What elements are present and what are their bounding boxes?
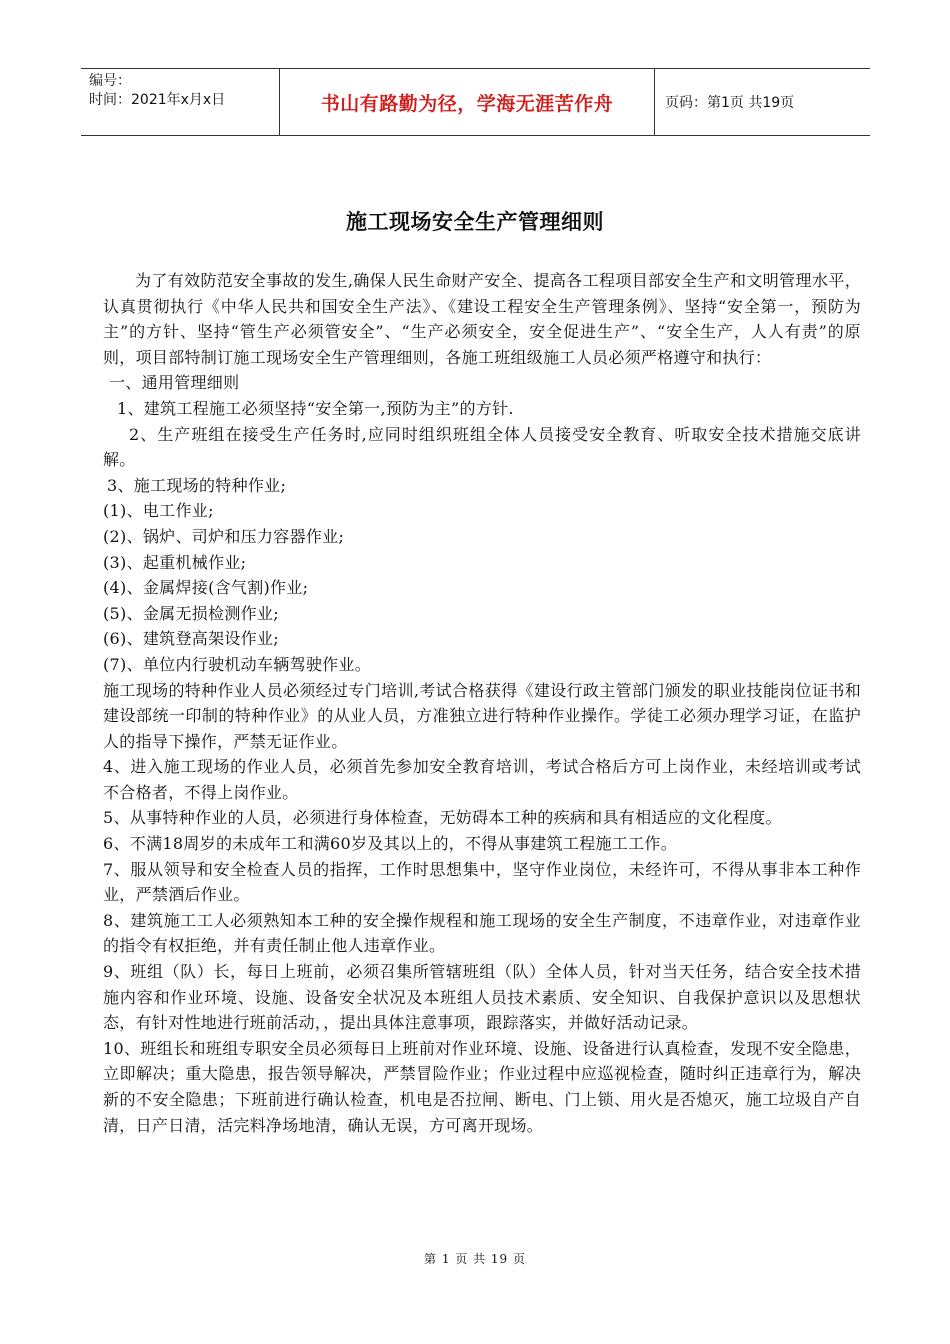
rule-item: 7、服从领导和安全检查人员的指挥，工作时思想集中，坚守作业岗位，未经许可，不得从事非本工种作业，严禁酒后作业。 bbox=[103, 859, 861, 905]
date-label: 时间：2021年x月x日 bbox=[89, 92, 226, 108]
list-item: (5)、金属无损检测作业; bbox=[103, 603, 279, 623]
rule-item: 4、进入施工现场的作业人员，必须首先参加安全教育培训，考试合格后方可上岗作业，未经培训或考试不合格者，不得上岗作业。 bbox=[103, 757, 861, 802]
list-item: (6)、建筑登高架设作业; bbox=[103, 629, 279, 649]
rule-item: 5、从事特种作业的人员，必须进行身体检查，无妨碍本工种的疾病和具有相适应的文化程度。 bbox=[103, 808, 782, 828]
header-motto: 书山有路勤为径，学海无涯苦作舟 bbox=[279, 69, 655, 135]
header-page-info: 页码：第1页 共19页 bbox=[665, 95, 795, 111]
section-heading: 一、通用管理细则 bbox=[109, 373, 240, 393]
rule-item: 10、班组长和班组专职安全员必须每日上班前对作业环境、设施、设备进行认真检查，发现不安全隐患，立即解决；重大隐患，报告领导解决，严禁冒险作业；作业过程中应巡视检查，随时纠正违章行为，解决新的不安全隐患；下班前进行确认检查，机电是否拉闸、断电、门上锁、用火是否熄灭，施工垃圾自产自清，日产日清，活完料净场地清，确认无误，方可离开现场。 bbox=[103, 1038, 861, 1135]
header-left-cell bbox=[81, 69, 279, 135]
list-item: (3)、起重机械作业; bbox=[103, 552, 247, 572]
rule-item: 1、建筑工程施工必须坚持“安全第一,预防为主”的方针. bbox=[117, 398, 514, 418]
rule-item: 2、生产班组在接受生产任务时,应同时组织班组全体人员接受安全教育、听取安全技术措施交底讲解。 bbox=[103, 424, 861, 470]
list-item: (4)、金属焊接(含气割)作业; bbox=[103, 578, 309, 598]
rule-paragraph: 施工现场的特种作业人员必须经过专门培训,考试合格获得《建设行政主管部门颁发的职业技能岗位证书和建设部统一印制的特种作业》的从业人员，方准独立进行特种作业操作。学徒工必须办理学习证，在监护人的指导下操作，严禁无证作业。 bbox=[103, 680, 861, 751]
page-footer: 第 1 页 共 19 页 bbox=[424, 1252, 526, 1266]
page-header bbox=[81, 68, 870, 136]
serial-number-label: 编号： bbox=[89, 73, 131, 89]
rule-item: 6、不满18周岁的未成年工和满60岁及其以上的，不得从事建筑工程施工工作。 bbox=[103, 834, 677, 854]
list-item: (2)、锅炉、司炉和压力容器作业; bbox=[103, 526, 345, 546]
rule-item: 8、建筑施工工人必须熟知本工种的安全操作规程和施工现场的安全生产制度，不违章作业，对违章作业的指令有权拒绝，并有责任制止他人违章作业。 bbox=[103, 910, 861, 956]
intro-paragraph: 为了有效防范安全事故的发生,确保人民生命财产安全、提高各工程项目部安全生产和文明管理水平，认真贯彻执行《中华人民共和国安全生产法》、《建设工程安全生产管理条例》、坚持“安全第一，预防为主”的方针、坚持“管生产必须管安全”、“生产必须安全，安全促进生产”、“安全生产，人人有责”的原则，项目部特制订施工现场安全生产管理细则，各施工班组级施工人员必须严格遵守和执行： bbox=[103, 271, 861, 367]
list-item: (7)、单位内行驶机动车辆驾驶作业。 bbox=[103, 654, 372, 674]
rule-item: 3、施工现场的特种作业; bbox=[107, 475, 287, 495]
list-item: (1)、电工作业; bbox=[103, 501, 214, 521]
rule-item: 9、班组（队）长，每日上班前，必须召集所管辖班组（队）全体人员，针对当天任务，结合安全技术措施内容和作业环境、设施、设备安全状况及本班组人员技术素质、安全知识、自我保护意识以及思想状态，有针对性地进行班前活动，，提出具体注意事项，跟踪落实，并做好活动记录。 bbox=[103, 962, 861, 1033]
document-title: 施工现场安全生产管理细则 bbox=[346, 210, 604, 234]
document-body bbox=[103, 268, 861, 1138]
